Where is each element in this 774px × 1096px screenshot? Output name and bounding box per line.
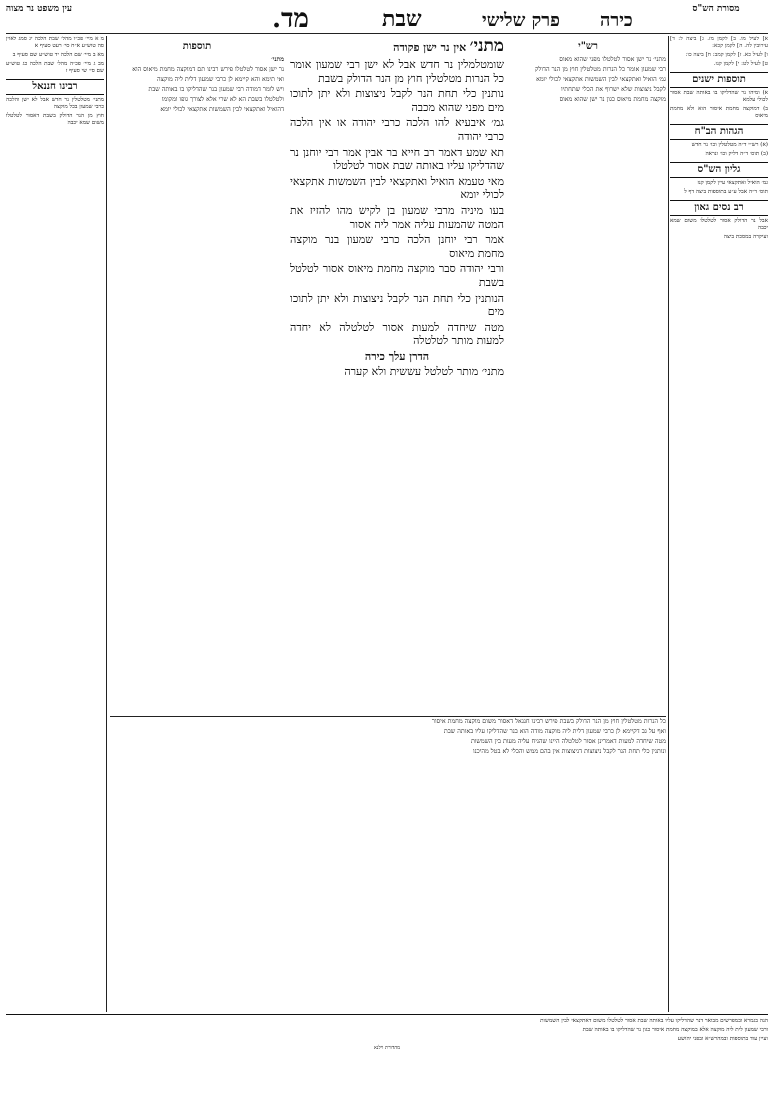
rashi-line: מתני׳ נר ישן אסור לטלטלו מפני שהוא מאוס [559, 56, 666, 63]
tosafot-opening-word: מתני׳ [271, 56, 284, 63]
chapter-name: כירה [600, 10, 633, 31]
gilyon-line: תוס׳ ד״ה אבל ע״ע בתוספות ביצה דף ל [684, 189, 768, 195]
ein-mishpat-column [6, 36, 104, 1040]
ein-mishpat-line: מב ג מיי׳ פכ״ה מהל׳ שבת הלכה כג טוש״ע שם סי׳ שי סעיף ז [6, 61, 104, 74]
hagahot-line: (ב) תוס׳ ד״ה דליק וכו׳ ונראה [705, 151, 768, 157]
rashi-title: רש"י [578, 41, 598, 52]
right-margin-rule [668, 36, 669, 1012]
tractate-title: שבת [382, 6, 422, 32]
footer-line: ורבי שמעון לית ליה מוקצה אלא במוקצה מחמת איסור כגון נר שהדליקו בו באותה שבת [582, 1027, 768, 1033]
mesorah-line: א] לעיל מו. ב] לקמן מז. ג] ביצה ל: ד] עירובין לה. ה] לקמן קכא: [670, 36, 768, 49]
ein-mishpat-corner-title: עין משפט נר מצוה [5, 4, 72, 14]
bottom-commentary-line: ואף על גב דקיימא לן כרבי שמעון דלית ליה מוקצה מודה הוא בנר שהדליקו עליו באותה שבת [443, 728, 666, 735]
bottom-commentary-line: כל הנרות מטלטלין חוץ מן הנר הדולק בשבת פירש רבינו חננאל דאסור משום מוקצה מחמת איסור [431, 718, 666, 725]
gemara-line: ורבי יהודה סבר מוקצה מחמת מיאוס אסור לטלטל בשבת [290, 262, 504, 289]
rashi-column [510, 36, 666, 716]
rashi-line: גמ׳ הואיל ואתקצאי לבין השמשות אתקצאי לכולי יומא [536, 76, 666, 83]
tosafot-line: ואי תימא והא קיימא לן כרבי שמעון דלית ליה מוקצה [157, 76, 284, 83]
bottom-commentary [110, 718, 666, 1008]
left-margin-rule [106, 36, 107, 1012]
gilyon-hashas-title: גליון הש"ס [670, 162, 768, 178]
tosafot-title: תוספות [182, 41, 212, 52]
tosafot-line: נר ישן אסור לטלטלו פירש רבינו תם דמוקצה מחמת מיאוס הוא [132, 66, 284, 73]
mesorah-line: ט] לעיל לט: י] לקמן קנז. [713, 61, 768, 67]
rabbeinu-chananel-line: חוץ מן הנר הדולק בשבת דאסור לטלטלו משום שמא יכבה [6, 113, 104, 126]
mesorah-references [670, 36, 768, 68]
gemara-line: הנותנין כלי תחת הנר לקבל ניצוצות ולא יתן לתוכו מים [290, 291, 504, 319]
rashi-line: מוקצה מחמת מיאוס כגון נר ישן שהוא מאוס [559, 96, 666, 103]
gemara-line: שומטלמלין נר חדש אבל לא ישן רבי שמעון אומר כל הנרות מטלטלין חוץ מן הנר הדולק בשבת [290, 58, 504, 85]
gemara-line: נותנין כלי תחת הנר לקבל ניצוצות ולא יתן לתוכו מים מפני שהוא מכבה [290, 87, 504, 114]
header-rule [6, 33, 768, 34]
gemara-opening-word: מתני׳ [469, 36, 504, 56]
tosafot-yeshanim-line: א) ומיהו נר שהדליקו בו באותה שבת אסור לכולי עלמא [670, 90, 768, 103]
page-header [5, 4, 764, 34]
gemara-opening-text: אין נר ישן פקודה [393, 41, 467, 54]
rashi-line: לקבל ניצוצות שלא ישרוף את הכלי שתחתיו [561, 86, 666, 93]
ein-mishpat-line: מ א מיי׳ פכ״ו מהל׳ שבת הלכה יג סמג לאוין סה טוש״ע א״ח סי׳ רעט סעיף א [6, 36, 104, 49]
gemara-line: תא שמע דאמר רב חייא בר אבין אמר רבי יוחנן נר שהדליקו עליו באותה שבת אסור לטלטלו [290, 145, 504, 173]
rashi-line: רבי שמעון אומר כל הנרות מטלטלין חוץ מן הנר הדולק [535, 66, 666, 73]
gemara-line: בעו מיניה מרבי שמעון בן לקיש מהו להזיז את המטה שהמעות עליה אמר ליה אסור [290, 203, 504, 231]
mesorah-column [670, 36, 768, 1040]
chapter-end-heading: הדרן עלך כירה [364, 349, 430, 363]
printer-note: מהדורת וילנא [373, 1045, 401, 1051]
tosafot-line: ויש לומר דמודה רבי שמעון בנר שהדליקו בו באותה שבת [148, 86, 284, 93]
tosafot-column [110, 36, 284, 716]
rav-nissim-line: ועיקרה במסכת ביצה [723, 234, 768, 240]
mesorah-corner-title: מסורת הש"ס [692, 4, 740, 14]
tosafot-line: ולטלטלו בשבת הא לא שרי אלא לצורך גופו ומקומו [161, 96, 284, 103]
bottom-commentary-line: מטה שיחדה למעות דאמרינן אסור לטלטלה היינו שהניח עליה מעות בין השמשות [470, 738, 666, 745]
rav-nissim-line: אבל נר הדולק אסור לטלטלו משום שמא יכבה [670, 218, 768, 231]
chapter-title: פרק שלישי [482, 10, 560, 31]
ein-mishpat-line: מא ב מיי׳ שם הלכה יד טוש״ע שם סעיף ב [12, 52, 104, 58]
gemara-column [290, 36, 504, 716]
footer-line: ועיין עוד בתוספות ובמהרש״א ובפני יהושע [677, 1036, 768, 1042]
page-number: מד. [272, 4, 309, 34]
next-chapter-opening: מתני׳ מותר לטלטל עששית ולא קערה [344, 365, 504, 379]
hagahot-habach-title: הגהות הב"ח [670, 124, 768, 140]
gemara-line: מטה שיחדה למעות אסור לטלטלה לא יחדה למעות מותר לטלטלה [290, 320, 504, 348]
tosafot-yeshanim-title: תוספות ישנים [670, 72, 768, 88]
bottom-commentary-rule [110, 716, 666, 717]
gemara-line: אמר רבי יוחנן הלכה כרבי שמעון בנר מוקצה מחמת מיאוס [290, 233, 504, 260]
rav-nissim-gaon-title: רב נסים גאון [670, 200, 768, 216]
tosafot-line: דהואיל ואתקצאי לבין השמשות אתקצאי לכולי יומא [160, 106, 284, 113]
mesorah-line: ו] לעיל כא. ז] לקמן קמב: ח] ביצה כו: [685, 52, 768, 58]
hagahot-line: (א) רש״י ד״ה מטלטלין וכו׳ נר חדש [691, 142, 768, 148]
rabbeinu-chananel-title: רבינו חננאל [6, 79, 104, 95]
tosafot-yeshanim-line: ב) דמוקצה מחמת איסור הוא ולא מחמת מיאוס [670, 106, 768, 119]
bottom-commentary-line: ונותנין כלי תחת הנר לקבל ניצוצות דניצוצות אין בהם ממש והכלי לא בטל מהיכנו [472, 748, 666, 755]
gemara-line: מאי טעמא הואיל ואתקצאי לבין השמשות אתקצאי לכולי יומא [290, 174, 504, 202]
footer-line: הנה בגמרא ובמפרשים מבואר דנר שהדליקו עליו באותה שבת אסור לטלטלו משום דאתקצאי לבין השמשות [540, 1018, 768, 1024]
rabbeinu-chananel-line: מתני׳ מטלטלין נר חדש אבל לא ישן והלכה כרבי שמעון בכל מוקצה [6, 97, 104, 110]
gilyon-line: גמ׳ הואיל ואתקצאי עיין לקמן קנז [697, 180, 768, 186]
gemara-line: גמ׳ איבעיא להו הלכה כרבי יהודה או אין הלכה כרבי יהודה [290, 116, 504, 143]
page-footer [6, 1014, 768, 1094]
